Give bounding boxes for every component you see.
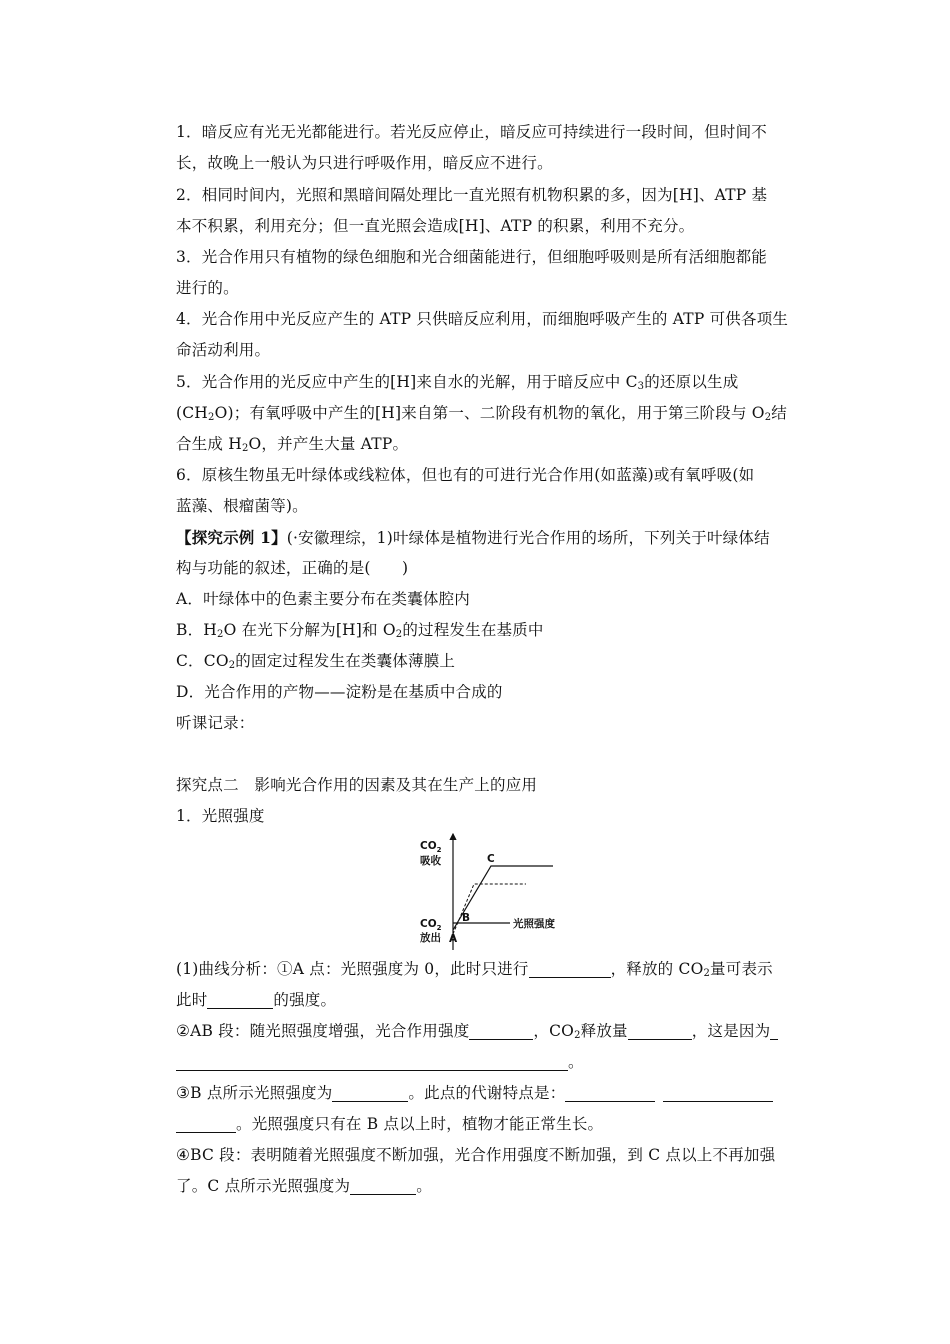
- point-5-line-2: $(CH_2O)$；有氧呼吸中产生的[H]来自第一、二阶段有机物的氧化，用于第三阶段与 $O_2$结: [176, 404, 787, 423]
- point-4-line-1: 4．光合作用中光反应产生的 ATP 只供暗反应利用，而细胞呼吸产生的 ATP 可供各项生: [176, 310, 789, 328]
- answer-blank[interactable]: [770, 1021, 778, 1040]
- point-2-line-1: 2．相同时间内，光照和黑暗间隔处理比一直光照有机物积累的多，因为[H]、ATP 基: [176, 186, 768, 204]
- example-tag: 【探究示例 1】: [176, 528, 287, 547]
- answer-blank[interactable]: [176, 1052, 568, 1071]
- example-question-line-2: 构与功能的叙述，正确的是( ): [176, 559, 409, 577]
- analysis-line-3: ②AB 段：随光照强度增强，光合作用强度 ，$CO_2$释放量 ，这是因为: [176, 1016, 816, 1047]
- y-axis-bottom-label-2: 放出: [420, 932, 441, 944]
- point-5-line-1: 5．光合作用的光反应中产生的[H]来自水的光解，用于暗反应中 $C_3$的还原以生成: [176, 373, 739, 392]
- answer-blank[interactable]: [332, 1083, 408, 1102]
- analysis-line-5: ③B 点所示光照强度为 。此点的代谢特点是：: [176, 1078, 816, 1109]
- section-2-subheading-light-intensity: 1．光照强度: [176, 807, 265, 825]
- point-4-line-2: 命活动利用。: [176, 341, 271, 359]
- curve-diagram: [418, 830, 578, 956]
- lecture-notes-label: 听课记录：: [176, 714, 255, 732]
- point-a-label: A: [449, 933, 458, 945]
- answer-blank[interactable]: [176, 1114, 236, 1133]
- point-2-line-2: 本不积累，利用充分；但一直光照会造成[H]、ATP 的积累，利用不充分。: [176, 217, 695, 235]
- y-axis-top-label: $CO_2$: [420, 840, 442, 854]
- answer-blank[interactable]: [469, 1021, 533, 1040]
- answer-blank[interactable]: [207, 990, 273, 1009]
- point-3-line-1: 3．光合作用只有植物的绿色细胞和光合细菌能进行，但细胞呼吸则是所有活细胞都能: [176, 248, 767, 266]
- answer-blank[interactable]: [350, 1176, 416, 1195]
- point-1-line-2: 长，故晚上一般认为只进行呼吸作用，暗反应不进行。: [176, 154, 553, 172]
- point-c-label: C: [487, 853, 495, 865]
- example-option-b: B．$H_2O$ 在光下分解为[H]和 $O_2$的过程发生在基质中: [176, 621, 544, 640]
- analysis-line-4: 。: [176, 1047, 816, 1078]
- point-b-label: B: [462, 912, 471, 924]
- point-1-line-1: 1．暗反应有光无光都能进行。若光反应停止，暗反应可持续进行一段时间，但时间不: [176, 123, 767, 141]
- point-6-line-1: 6．原核生物虽无叶绿体或线粒体，但也有的可进行光合作用(如蓝藻)或有氧呼吸(如: [176, 466, 755, 484]
- x-axis-label: 光照强度: [513, 918, 555, 930]
- analysis-line-2: 此时 的强度。: [176, 991, 337, 1009]
- example-option-c: C．$CO_2$的固定过程发生在类囊体薄膜上: [176, 652, 456, 671]
- analysis-line-7: ④BC 段：表明随着光照强度不断加强，光合作用强度不断加强，到 C 点以上不再加强: [176, 1146, 776, 1164]
- y-axis-top-label-2: 吸收: [420, 855, 441, 867]
- example-option-a: A．叶绿体中的色素主要分布在类囊体腔内: [176, 590, 470, 608]
- point-5-line-3: 合生成 $H_2O$，并产生大量 ATP。: [176, 435, 409, 454]
- y-axis-bottom-label: $CO_2$: [420, 918, 442, 932]
- analysis-line-1: (1)曲线分析：①A 点：光照强度为 0，此时只进行 ，释放的 $CO_2$量可表示: [176, 960, 773, 979]
- analysis-line-6: 。光照强度只有在 B 点以上时，植物才能正常生长。: [176, 1109, 816, 1140]
- answer-blank[interactable]: [529, 959, 611, 978]
- point-3-line-2: 进行的。: [176, 279, 239, 297]
- analysis-line-8: 了。C 点所示光照强度为 。: [176, 1177, 432, 1195]
- answer-blank[interactable]: [663, 1083, 773, 1102]
- section-2-title: 探究点二 影响光合作用的因素及其在生产上的应用: [176, 776, 538, 794]
- example-question-line-1: 【探究示例 1】(·安徽理综，1)叶绿体是植物进行光合作用的场所，下列关于叶绿体结: [176, 528, 770, 547]
- example-option-d: D．光合作用的产物——淀粉是在基质中合成的: [176, 683, 503, 701]
- point-6-line-2: 蓝藻、根瘤菌等)。: [176, 497, 308, 515]
- answer-blank[interactable]: [628, 1021, 692, 1040]
- answer-blank[interactable]: [565, 1083, 655, 1102]
- light-intensity-curve-figure: [418, 830, 578, 956]
